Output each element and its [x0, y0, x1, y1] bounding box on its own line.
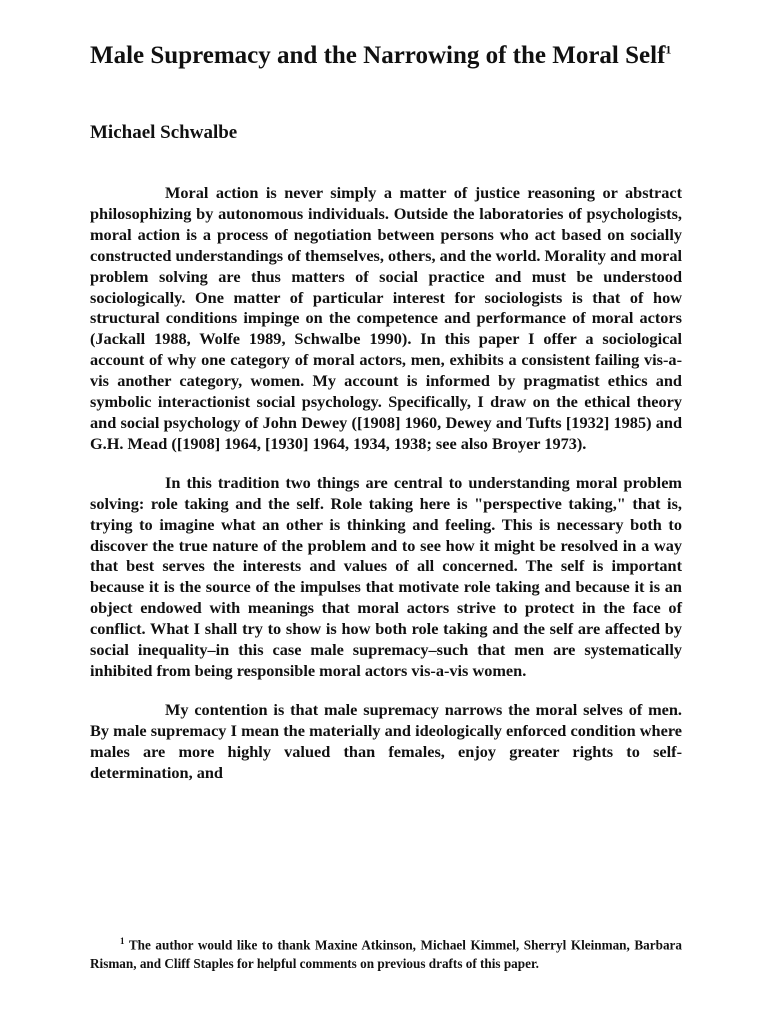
paragraph-2: In this tradition two things are central to understanding moral problem solving: role taking and the self. Role taking here is "perspective taking," that is, trying to imagine what an other is thinking and feeling. This is necessary both to discover the true nature of the problem and to see how it might be resolved in a way that best serves the interests and values of all concerned. The self is important because it is the source of the impulses that motivate role taking and because it is an object endowed with meanings that moral actors strive to protect in the face of conflict. What I shall try to show is how both role taking and the self are affected by social inequality–in this case male supremacy–such that men are systematically inhibited from being responsible moral actors vis-a-vis women.: [90, 472, 682, 680]
author-name: Michael Schwalbe: [90, 122, 238, 143]
paper-title: [90, 40, 710, 71]
title-text: Male Supremacy and the Narrowing of the Moral Self: [90, 42, 666, 69]
paragraph-1: Moral action is never simply a matter of justice reasoning or abstract philosophizing by autonomous individuals. Outside the laboratories of psychologists, moral action is a process of negotiation between persons who act based on socially constructed understandings of themselves, others, and the world. Morality and moral problem solving are thus matters of social practice and must be understood sociologically. One matter of particular interest for sociologists is that of how structural conditions impinge on the competence and performance of moral actors (Jackall 1988, Wolfe 1989, Schwalbe 1990). In this paper I offer a sociological account of why one category of moral actors, men, exhibits a consistent failing vis-a-vis another category, women. My account is informed by pragmatist ethics and symbolic interactionist social psychology. Specifically, I draw on the ethical theory and social psychology of John Dewey ([1908] 1960, Dewey and Tufts [1932] 1985) and G.H. Mead ([1908] 1964, [1930] 1964, 1934, 1938; see also Broyer 1973).: [90, 183, 682, 453]
footnote-mark: 1: [120, 936, 125, 946]
paragraph-3: My contention is that male supremacy narrows the moral selves of men. By male supremacy I mean the materially and ideologically enforced condition where males are more highly valued than females, enjoy greater rights to self-determination, and: [90, 699, 682, 782]
footnote-text: The author would like to thank Maxine Atkinson, Michael Kimmel, Sherryl Kleinman, Barbara Risman, and Cliff Staples for helpful comments on previous drafts of this paper.: [90, 937, 683, 972]
title-footnote-mark: 1: [665, 42, 672, 57]
body-text: [90, 183, 682, 801]
footnote: [90, 932, 682, 973]
